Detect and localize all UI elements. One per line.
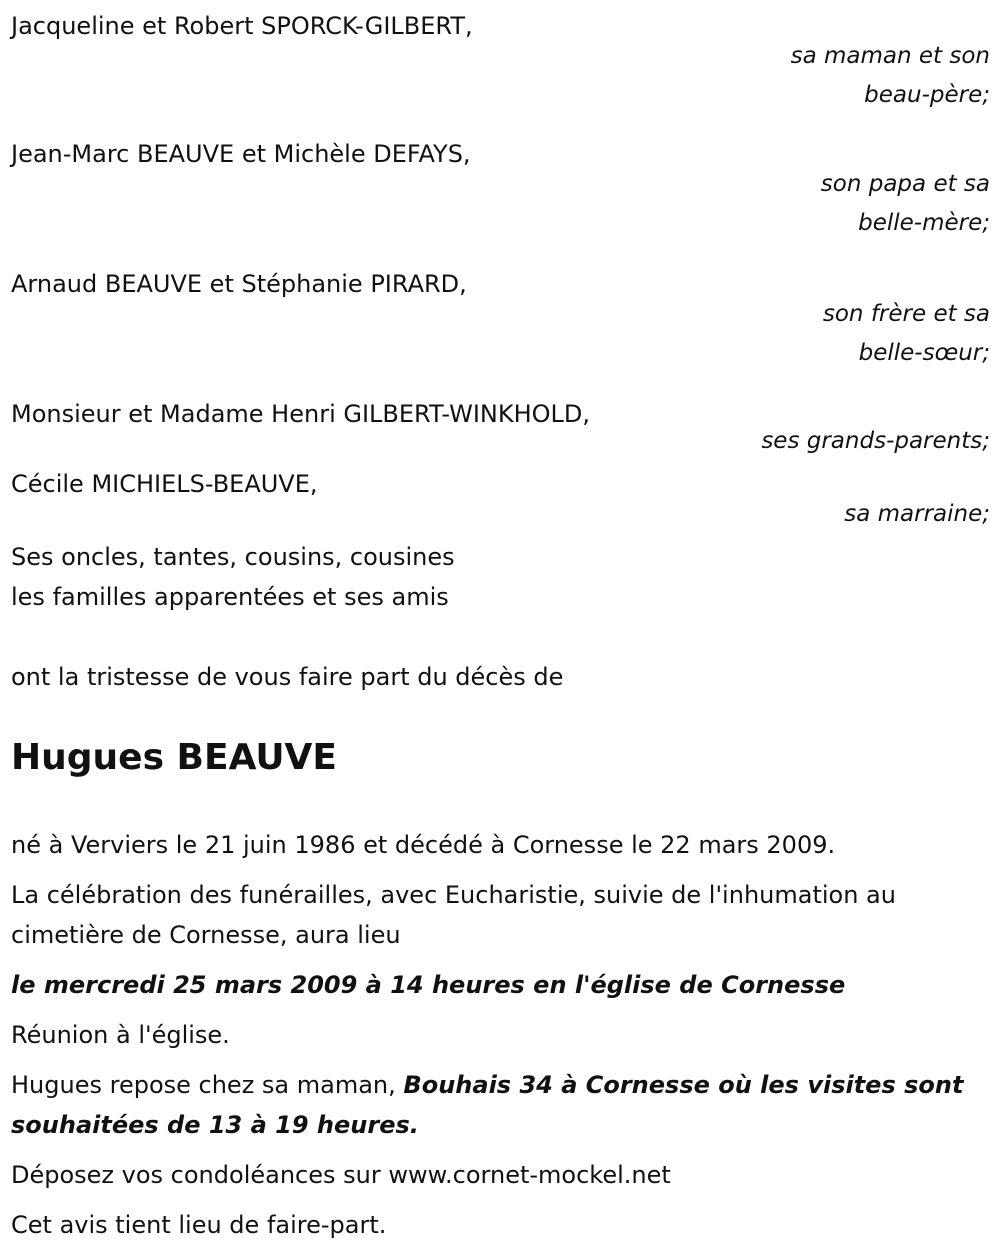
family-names: Arnaud BEAUVE et Stéphanie PIRARD, bbox=[11, 270, 467, 298]
condolences-info: Déposez vos condoléances sur www.cornet-mockel.net bbox=[11, 1161, 671, 1189]
rest-details: Bouhais 34 à Cornesse où les visites sont souhaitées de 13 à 19 heures. bbox=[11, 1071, 964, 1139]
relation-line: ses grands-parents; bbox=[761, 428, 990, 454]
rest-info bbox=[11, 1065, 990, 1145]
relation-line: son frère et sa bbox=[822, 301, 990, 327]
relation-line: sa marraine; bbox=[844, 501, 990, 527]
family-entry bbox=[11, 395, 990, 461]
notice-text: Cet avis tient lieu de faire-part. bbox=[11, 1211, 387, 1239]
family-entry bbox=[11, 465, 990, 534]
extended-family-line: Ses oncles, tantes, cousins, cousines bbox=[11, 543, 455, 571]
family-relation bbox=[11, 295, 990, 373]
family-names: Jacqueline et Robert SPORCK-GILBERT, bbox=[11, 12, 473, 40]
extended-family bbox=[11, 537, 990, 617]
family-names: Jean-Marc BEAUVE et Michèle DEFAYS, bbox=[11, 140, 471, 168]
ceremony-text: La célébration des funérailles, avec Eucharistie, suivie de l'inhumation au cimetière de Cornesse, aura lieu bbox=[11, 881, 896, 949]
rest-intro: Hugues repose chez sa maman, bbox=[11, 1071, 396, 1099]
relation-line: sa maman et son bbox=[790, 43, 990, 69]
family-names: Cécile MICHIELS-BEAUVE, bbox=[11, 470, 318, 498]
family-entry bbox=[11, 0, 990, 115]
relation-line: belle-mère; bbox=[858, 210, 990, 236]
relation-line: belle-sœur; bbox=[858, 340, 990, 366]
extended-family-line: les familles apparentées et ses amis bbox=[11, 583, 449, 611]
family-relation bbox=[11, 165, 990, 243]
family-entry bbox=[11, 265, 990, 373]
meeting-info: Réunion à l'église. bbox=[11, 1021, 230, 1049]
family-names: Monsieur et Madame Henri GILBERT-WINKHOLD, bbox=[11, 400, 591, 428]
announcement-intro: ont la tristesse de vous faire part du décès de bbox=[11, 663, 564, 691]
relation-line: beau-père; bbox=[864, 82, 990, 108]
obituary-notice bbox=[11, 0, 990, 1245]
family-entry bbox=[11, 135, 990, 243]
relation-line: son papa et sa bbox=[820, 171, 990, 197]
deceased-name: Hugues BEAUVE bbox=[11, 737, 338, 778]
birth-death-dates: né à Verviers le 21 juin 1986 et décédé à Cornesse le 22 mars 2009. bbox=[11, 831, 836, 859]
ceremony-date: le mercredi 25 mars 2009 à 14 heures en l'église de Cornesse bbox=[11, 971, 846, 999]
family-relation bbox=[11, 37, 990, 115]
